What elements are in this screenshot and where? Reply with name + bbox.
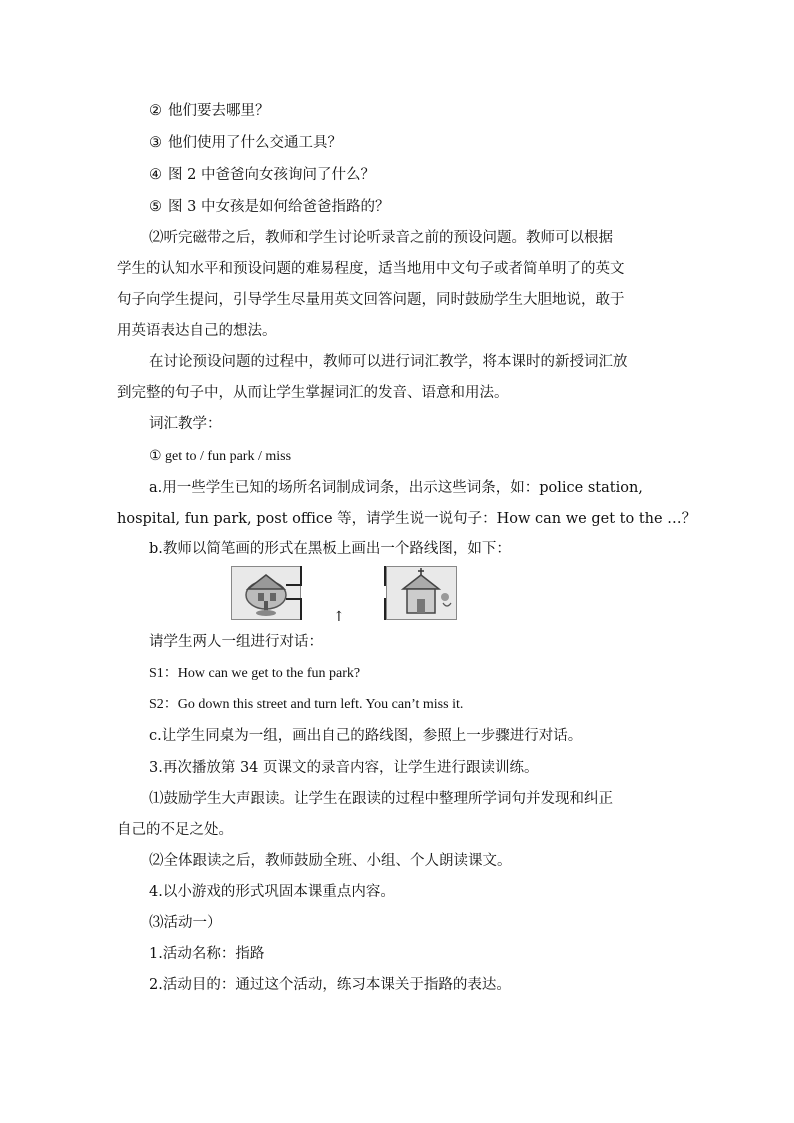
step-3-1-line2: 自己的不足之处。 [117, 822, 233, 838]
church-picture [386, 566, 457, 620]
para1-line4: 用英语表达自己的想法。 [117, 323, 277, 339]
para2-line1: 在讨论预设问题的过程中，教师可以进行词汇教学，将本课时的新授词汇放 [149, 354, 628, 370]
dialogue-s2: S2：Go down this street and turn left. You can’t miss it. [149, 697, 464, 712]
step-a-line1: a.用一些学生已知的场所名词制成词条，出示这些词条，如：police station, [149, 480, 643, 496]
pair-prompt: 请学生两人一组进行对话： [149, 634, 323, 650]
step-3-1-line1: ⑴鼓励学生大声跟读。让学生在跟读的过程中整理所学词句并发现和纠正 [149, 791, 613, 807]
question-2: ② 他们要去哪里？ [149, 103, 270, 119]
activity-goal: 2.活动目的：通过这个活动，练习本课关于指路的表达。 [149, 977, 511, 993]
para1-line2: 学生的认知水平和预设问题的难易程度，适当地用中文句子或者简单明了的英文 [117, 261, 625, 277]
route-line [286, 584, 301, 586]
question-4: ④ 图 2 中爸爸向女孩询问了什么？ [149, 167, 375, 183]
vocab-item: ① get to / fun park / miss [149, 449, 292, 464]
step-a-line2: hospital, fun park, post office 等，请学生说一说句子：How can we get to the …？ [117, 511, 697, 527]
activity-title: ⑶活动一） [149, 915, 222, 931]
fun-park-picture [231, 566, 301, 620]
question-5: ⑤ 图 3 中女孩是如何给爸爸指路的？ [149, 199, 390, 215]
question-3: ③ 他们使用了什么交通工具？ [149, 135, 342, 151]
route-line [300, 566, 302, 586]
para2-line2: 到完整的句子中，从而让学生掌握词汇的发音、语意和用法。 [117, 385, 509, 401]
church-icon [387, 567, 457, 619]
step-b: b.教师以简笔画的形式在黑板上画出一个路线图，如下： [149, 541, 511, 557]
vocab-heading: 词汇教学： [149, 416, 222, 432]
dialogue-s1: S1：How can we get to the fun park? [149, 666, 361, 681]
para1-line1: ⑵听完磁带之后，教师和学生讨论听录音之前的预设问题。教师可以根据 [149, 230, 613, 246]
route-arrow: ↑ [333, 609, 345, 625]
carousel-icon [232, 567, 300, 619]
para1-line3: 句子向学生提问，引导学生尽量用英文回答问题，同时鼓励学生大胆地说，敢于 [117, 292, 625, 308]
route-line [286, 598, 301, 600]
step-c: c.让学生同桌为一组，画出自己的路线图，参照上一步骤进行对话。 [149, 728, 583, 744]
step-3-2: ⑵全体跟读之后，教师鼓励全班、小组、个人朗读课文。 [149, 853, 512, 869]
route-line [300, 598, 302, 620]
step-4: 4.以小游戏的形式巩固本课重点内容。 [149, 884, 395, 900]
activity-name: 1.活动名称：指路 [149, 946, 265, 962]
step-3: 3.再次播放第 34 页课文的录音内容，让学生进行跟读训练。 [149, 760, 539, 776]
